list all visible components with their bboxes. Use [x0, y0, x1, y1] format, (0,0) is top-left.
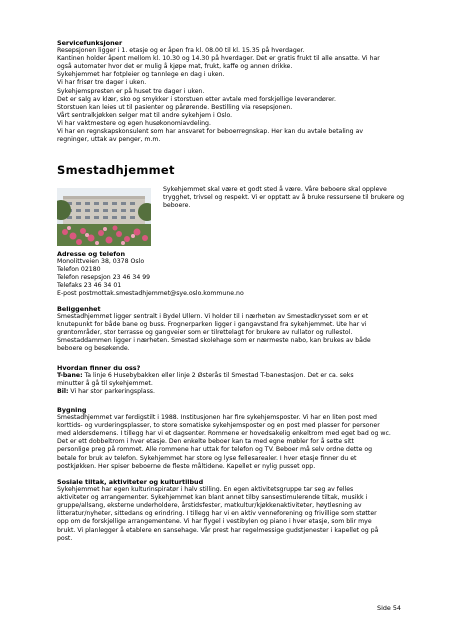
text-line: også automater hvor det er mulig å kjøpe mat, frukt, kaffe og annen drikke. [57, 63, 293, 71]
text-line: Smestadhjemmet ligger sentralt i Bydel Ullern. Vi holder til i nærheten av Smestadkrysset som er et [57, 313, 369, 321]
text-line: grøntområder, stor terrasse og gangveier som er tilrettelagt for brukere av rullator og rullestol. [57, 329, 353, 337]
text-line: Smestaddammen ligger i nærheten. Smestad skolehage som er nærmeste nabo, kan brukes av både [57, 337, 371, 345]
text-line: Sykehjemmet har egen kulturinspiratør i halv stilling. En egen aktivitetsgruppe tar seg av felles [57, 486, 354, 494]
text-line: aktiviteter og arrangementer. Sykehjemmet kan blant annet tilby sansestimulerende tiltak, musikk i [57, 494, 368, 502]
text-line: beboere. [163, 202, 191, 210]
text-line: Smestadhjemmet var ferdigstilt i 1988. Institusjonen har fire sykehjemsposter. Vi har en liten post med [57, 414, 377, 422]
intro-text [163, 186, 403, 210]
text-line: beboere og besøkende. [57, 345, 130, 353]
page-title: Smestadhjemmet [57, 163, 175, 177]
text-line: Det er ett dobbeltrom i hver etasje. Den enkelte beboer kan ta med egne møbler for å sette sitt [57, 438, 354, 446]
section-heading: Bygning [57, 406, 87, 414]
section-heading: Sosiale tiltak, aktiviteter og kulturtilbud [57, 478, 204, 486]
text-line: personlige preg på rommet. Alle rommene har uttak for telefon og TV. Beboer må selv ordne dette og [57, 446, 373, 454]
text-line: minutter å gå til sykehjemmet. [57, 380, 153, 388]
text-line: Sykehjemspresten er på huset tre dager i uken. [57, 87, 205, 95]
text-line: Telefaks 23 46 34 01 [57, 282, 122, 290]
text-line: med aldersdemens. I tillegg har vi et dagsenter. Rommene er hovedsakelig enkeltrom med eget bad og wc. [57, 430, 391, 438]
email-text: E-post postmottak.smestadhjemmet@sye.oslo.kommune.no [57, 290, 244, 298]
text-line: gruppe/allsang, eksterne underholdere, årstidsfester, matkultur/kjøkkenaktiviteter, høytlesning av [57, 502, 362, 510]
text-line: Storstuen kan leies ut til pasienter og pårørende. Bestilling via resepsjonen. [57, 103, 293, 111]
text-line: Sykehjemmet skal være et godt sted å være. Våre beboere skal oppleve [163, 186, 387, 193]
text-line: litteratur/nyheter, sittedans og erindring. I tillegg har vi en aktiv venneforening og frivillige som støtter [57, 510, 377, 518]
text-line: Telefon 02180 [57, 266, 101, 274]
text-line: Monolittveien 38, 0378 Oslo [57, 258, 145, 266]
text-line: regninger, uttak av penger, m.m. [57, 136, 161, 144]
text-line: Kantinen holder åpent mellom kl. 10.30 og 14.30 på hverdager. Det er gratis frukt til alle ansatte. Vi har [57, 55, 380, 63]
car-label: Bil: [57, 388, 69, 396]
text-line: betale for bruk av telefon. Sykehjemmet har store og lyse fellesarealer. I hver etasje finner du et [57, 454, 357, 462]
text-line: Vi har en regnskapskonsulent som har ansvaret for beboerregnskap. Her kan du avtale betaling av [57, 128, 364, 136]
tbane-text: Ta linje 6 Husebybakken eller linje 2 Østerås til Smestad T-banestasjon. Det er ca. seks [82, 372, 354, 380]
section-heading: Beliggenhet [57, 305, 101, 313]
text-line: postkjøkken. Her spiser beboerne de fleste måltidene. Kapellet er nylig pusset opp. [57, 462, 316, 470]
text-line: knutepunkt for både bane og buss. Frognerparken ligger i gangavstand fra sykehjemmet. Ute har vi [57, 321, 367, 329]
directions-section [57, 364, 401, 396]
page-number: Side 54 [377, 604, 401, 612]
text-line: Vi har frisør tre dager i uken. [57, 79, 147, 87]
tbane-label: T-bane: [57, 372, 83, 380]
section-heading: Adresse og telefon [57, 250, 125, 258]
car-line [57, 388, 401, 396]
text-line: Det er salg av klær, sko og smykker i storstuen etter avtale med forskjellige leverandører. [57, 95, 337, 103]
text-line: korttids- og vurderingsplasser, to store somatiske sykehjemsposter og en post med plasser for personer [57, 422, 380, 430]
address-section [57, 250, 401, 299]
social-section [57, 478, 401, 543]
car-text: Vi har stor parkeringsplass. [68, 388, 155, 396]
text-line: trygghet, trivsel og respekt. Vi er opptatt av å bruke ressursene til brukere og [163, 194, 405, 202]
building-photo [57, 188, 151, 246]
section-heading: Servicefunksjoner [57, 39, 123, 47]
text-line: Vårt sentralkjøkken selger mat til andre sykehjem i Oslo. [57, 111, 233, 119]
text-line: Resepsjonen ligger i 1. etasje og er åpen fra kl. 08.00 til kl. 15.35 på hverdager. [57, 47, 305, 55]
text-line: opp om de forskjellige arrangementene. Vi har flygel i vestibylen og piano i hver etasje, som blir mye [57, 518, 372, 526]
text-line: brukt. Vi planlegger å etablere en sansehage. Vår prest har regelmessige gudstjenester i kapellet og på [57, 526, 379, 534]
location-section [57, 305, 401, 354]
tbane-line [57, 372, 401, 380]
section-heading: Hvordan finner du oss? [57, 364, 141, 372]
service-section [57, 39, 401, 144]
text-line: Vi har vaktmestere og egen husøkonomiavdeling. [57, 119, 211, 127]
text-line: post. [57, 534, 73, 542]
text-line: Telefon resepsjon 23 46 34 99 [57, 274, 151, 282]
text-line: Sykehjemmet har fotpleier og tannlege en dag i uken. [57, 71, 225, 79]
building-section [57, 406, 401, 471]
